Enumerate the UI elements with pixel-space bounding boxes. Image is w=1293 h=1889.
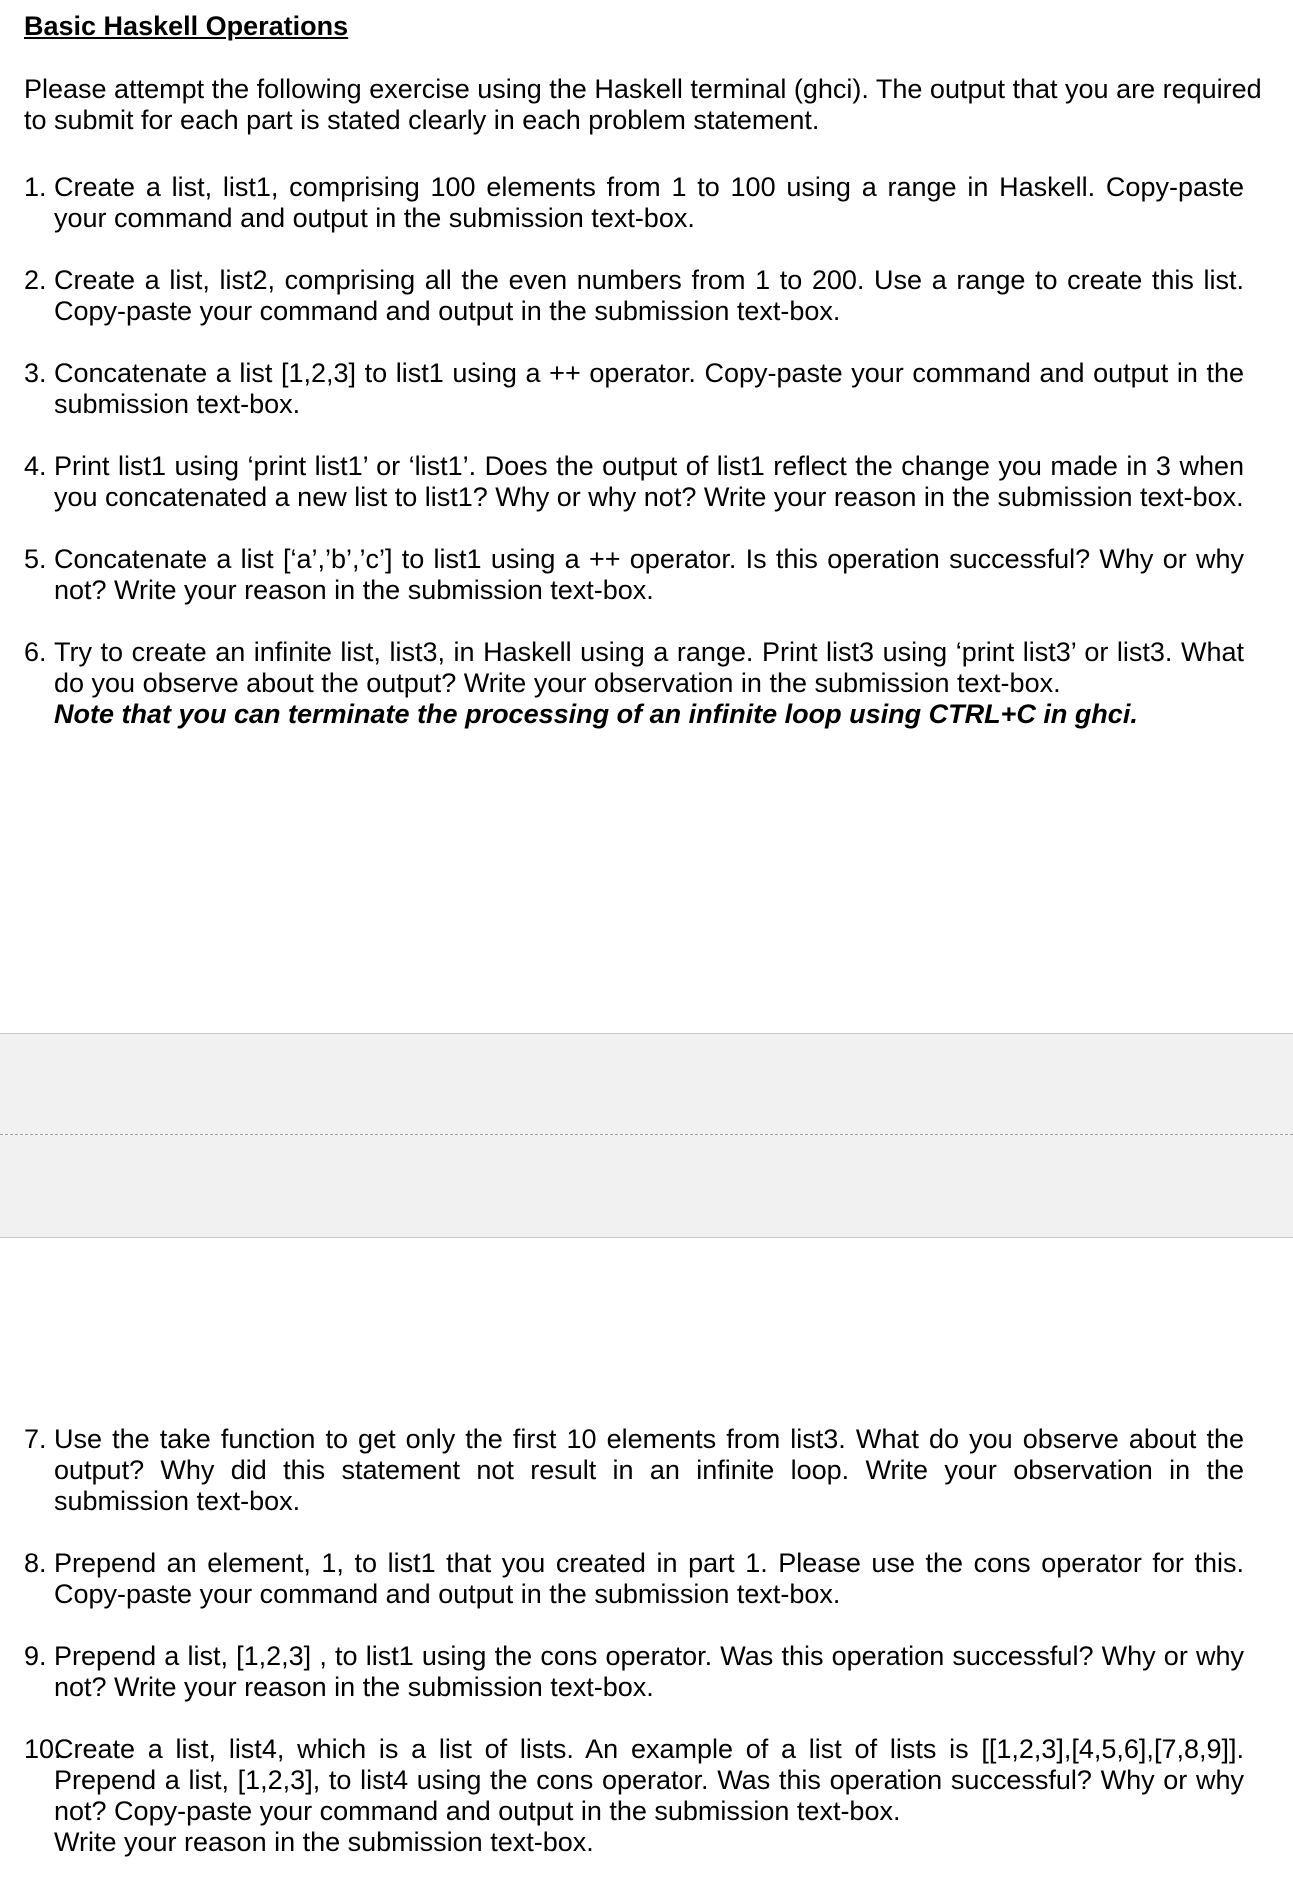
intro-paragraph: Please attempt the following exercise using the Haskell terminal (ghci). The output that you are required to submit for each part is stated clearly in each problem statement. — [24, 74, 1262, 135]
exercise-list-part-1 — [24, 172, 1244, 761]
exercise-item-3 — [24, 358, 1244, 420]
exercise-note: Note that you can terminate the processing of an infinite loop using CTRL+C in ghci. — [54, 699, 1138, 729]
exercise-text: Create a list, list1, comprising 100 elements from 1 to 100 using a range in Haskell. Copy-paste your command and output in the submission text-box. — [54, 172, 1244, 233]
exercise-number: 9. — [24, 1641, 47, 1671]
exercise-list-part-2 — [24, 1424, 1244, 1889]
exercise-text: Use the take function to get only the first 10 elements from list3. What do you observe about the output? Why did this statement not result in an infinite loop. Write your observation in the submission text-box. — [54, 1424, 1244, 1516]
exercise-number: 8. — [24, 1548, 47, 1578]
exercise-item-6 — [24, 637, 1244, 730]
exercise-number: 7. — [24, 1424, 47, 1454]
page-title: Basic Haskell Operations — [24, 11, 349, 41]
exercise-item-7 — [24, 1424, 1244, 1517]
exercise-text: Concatenate a list [‘a’,’b’,’c’] to list1 using a ++ operator. Is this operation successful? Why or why not? Write your reason in the submission text-box. — [54, 544, 1244, 605]
exercise-number: 3. — [24, 358, 47, 388]
exercise-item-10 — [24, 1734, 1244, 1858]
exercise-item-8 — [24, 1548, 1244, 1610]
exercise-text: Prepend an element, 1, to list1 that you created in part 1. Please use the cons operator for this. Copy-paste your command and output in the submission text-box. — [54, 1548, 1244, 1609]
exercise-number: 2. — [24, 265, 47, 295]
exercise-text: Create a list, list2, comprising all the even numbers from 1 to 200. Use a range to create this list. Copy-paste your command and output in the submission text-box. — [54, 265, 1244, 326]
exercise-number: 5. — [24, 544, 47, 574]
exercise-item-9 — [24, 1641, 1244, 1703]
exercise-item-4 — [24, 451, 1244, 513]
exercise-text: Concatenate a list [1,2,3] to list1 using a ++ operator. Copy-paste your command and output in the submission text-box. — [54, 358, 1244, 419]
exercise-number: 6. — [24, 637, 47, 667]
exercise-number: 10. — [24, 1734, 62, 1764]
answer-box-top[interactable] — [0, 1033, 1293, 1134]
exercise-text: Prepend a list, [1,2,3] , to list1 using the cons operator. Was this operation successful? Why or why not? Write your reason in the submission text-box. — [54, 1641, 1244, 1702]
exercise-text: Print list1 using ‘print list1’ or ‘list1’. Does the output of list1 reflect the change you made in 3 when you concatenated a new list to list1? Why or why not? Write your reason in the submission text-box. — [54, 451, 1244, 512]
exercise-item-5 — [24, 544, 1244, 606]
exercise-number: 4. — [24, 451, 47, 481]
exercise-text: Create a list, list4, which is a list of lists. An example of a list of lists is [[1,2,3],[4,5,6],[7,8,9]]. Prepend a list, [1,2,3], to list4 using the cons operator. Was this operation successful? Why or why not? Copy-paste your command and output in the submission text-box. — [54, 1734, 1244, 1826]
exercise-text: Try to create an infinite list, list3, in Haskell using a range. Print list3 using ‘print list3’ or list3. What do you observe about the output? Write your observation in the submission text-box. — [54, 637, 1244, 698]
answer-box-bottom[interactable] — [0, 1135, 1293, 1238]
exercise-item-2 — [24, 265, 1244, 327]
exercise-item-1 — [24, 172, 1244, 234]
exercise-number: 1. — [24, 172, 47, 202]
exercise-extra-text: Write your reason in the submission text-box. — [54, 1827, 594, 1857]
